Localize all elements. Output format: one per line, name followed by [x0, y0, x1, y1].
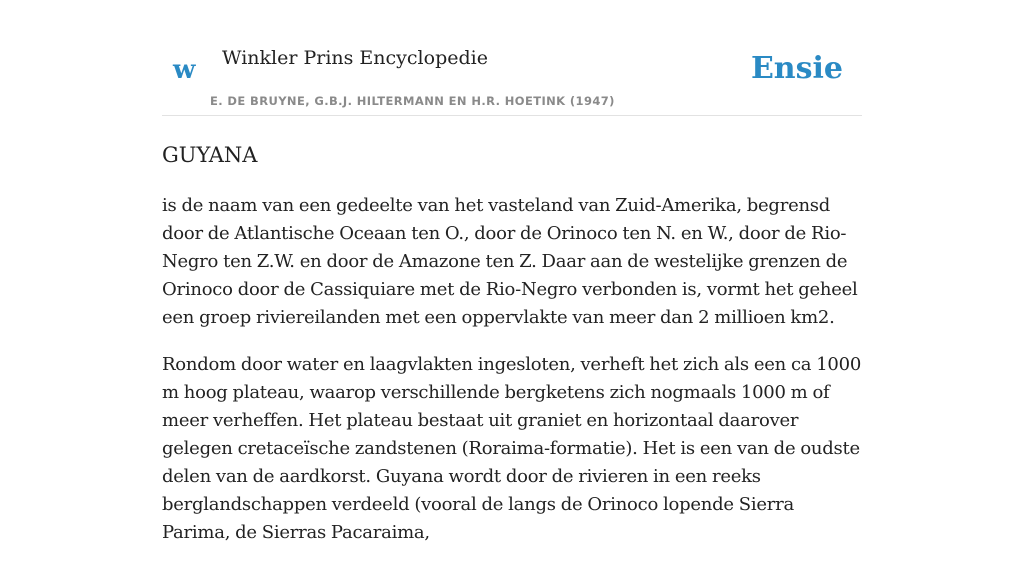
article-paragraph: Rondom door water en laagvlakten ingesloten, verheft het zich als een ca 1000 m hoog plateau, waarop verschillende bergketens zich nogmaals 1000 m of meer verheffen. Het plateau bestaat uit graniet en horizontaal daarover gelegen cretaceïsche zandstenen (Roraima-formatie). Het is een van de oudste delen van de aardkorst. Guyana wordt door de rivieren in een reeks berglandschappen verdeeld (vooral de langs de Orinoco lopende Sierra Parima, de Sierras Pacaraima,: [162, 354, 862, 543]
brand-logo[interactable]: Ensie: [750, 51, 843, 86]
header-divider: [162, 115, 862, 116]
publication-title[interactable]: Winkler Prins Encyclopedie: [222, 47, 488, 69]
article-body: [162, 192, 862, 566]
article-title: GUYANA: [162, 143, 258, 167]
publication-logo[interactable]: w: [173, 55, 196, 85]
publication-authors: E. DE BRUYNE, G.B.J. HILTERMANN EN H.R. HOETINK (1947): [210, 94, 615, 108]
article-paragraph: is de naam van een gedeelte van het vasteland van Zuid-Amerika, begrensd door de Atlantische Oceaan ten O., door de Orinoco ten N. en W., door de Rio-Negro ten Z.W. en door de Amazone ten Z. Daar aan de westelijke grenzen de Orinoco door de Cassiquiare met de Rio-Negro verbonden is, vormt het geheel een groep riviereilanden met een oppervlakte van meer dan 2 millioen km2.: [162, 195, 858, 328]
